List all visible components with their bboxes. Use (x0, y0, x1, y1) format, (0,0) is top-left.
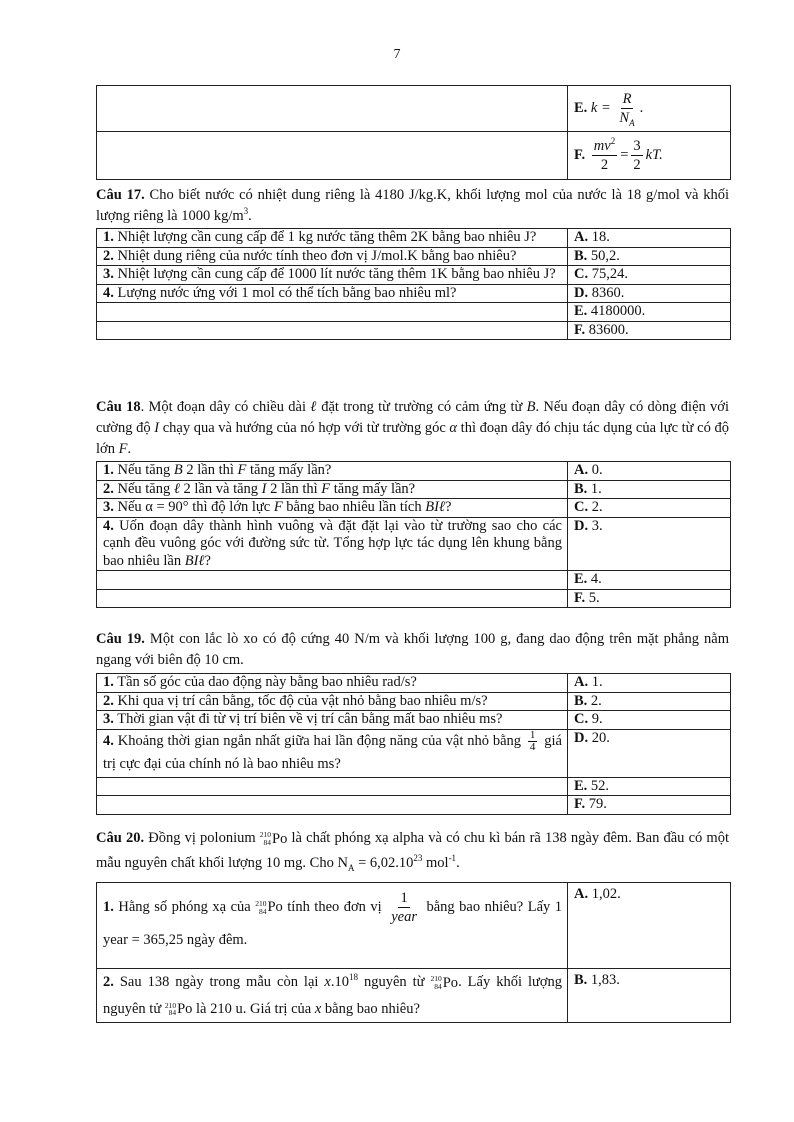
question-19-stem: Câu 19. Một con lắc lò xo có độ cứng 40 N/m và khối lượng 100 g, đang dao động trên mặt phẳng nằm ngang với biên độ 10 cm. (96, 631, 729, 668)
table-row: 1. Hằng số phóng xạ của 210 84 Po tính theo đơn vị $\frac{1}{\text{year}}$ bằng bao nhiêu? Lấy 1 year = 365,25 ngày đêm. A. 1,02. (97, 883, 731, 969)
table-row: F. 5. (97, 589, 731, 608)
page-number: 7 (393, 47, 401, 62)
table-cell-empty (97, 132, 568, 180)
table-cell-empty (97, 86, 568, 132)
table-row: 4. Uốn đoạn dây thành hình vuông và đặt đặt lại vào từ trường sao cho các cạnh đều vuông góc với đường sức từ. Tổng hợp lực tác dụng lên khung bằng bao nhiêu lần BIℓ? D. 3. (97, 517, 731, 571)
question-20-table (96, 882, 729, 1023)
table-row: 4. Khoảng thời gian ngắn nhất giữa hai lần động năng của vật nhỏ bằng $\frac{1}{4}$ giá trị cực đại của chính nó là bao nhiêu ms? D. 20. (97, 729, 731, 777)
table-row: E. 4180000. (97, 303, 731, 322)
table-row: 4. Lượng nước ứng với 1 mol có thể tích bằng bao nhiêu ml? D. 8360. (97, 284, 731, 303)
question-17-stem: Câu 17. Cho biết nước có nhiệt dung riêng là 4180 J/kg.K, khối lượng mol của nước là 18 g/mol và khối lượng riêng là 1000 $kg/m^3$. (96, 187, 729, 224)
table-row: F. 83600. (97, 321, 731, 340)
table-row: 2. Khi qua vị trí cân bằng, tốc độ của vật nhỏ bằng bao nhiêu m/s? B. 2. (97, 692, 731, 711)
table-row: E. 52. (97, 777, 731, 796)
table-row: 1. Nhiệt lượng cần cung cấp để 1 kg nước tăng thêm 2K bằng bao nhiêu J? A. 18. (97, 229, 731, 248)
table-row: 2. Nếu tăng ℓ 2 lần và tăng I 2 lần thì F tăng mấy lần? B. 1. (97, 480, 731, 499)
question-18-stem: Câu 18. Một đoạn dây có chiều dài ℓ đặt trong từ trường có cảm ứng từ B. Nếu đoạn dây có dòng điện với cường độ I chạy qua và hướng của nó hợp với từ trường góc α thì đoạn dây đó chịu tác dụng của lực từ có độ lớn F. (96, 399, 729, 457)
table-row: 3. Thời gian vật đi từ vị trí biên về vị trí cân bằng mất bao nhiêu ms? C. 9. (97, 711, 731, 730)
table-row: F. 79. (97, 796, 731, 815)
question-18-table (96, 461, 729, 608)
table-row: 1. Tần số góc của dao động này bằng bao nhiêu rad/s? A. 1. (97, 674, 731, 693)
question-17-table (96, 228, 729, 340)
top-answer-table (96, 85, 729, 180)
table-row: 2. Nhiệt dung riêng của nước tính theo đơn vị J/mol.K bằng bao nhiêu? B. 50,2. (97, 247, 731, 266)
table-row: 3. Nhiệt lượng cần cung cấp để 1000 lít nước tăng thêm 1K bằng bao nhiêu J? C. 75,24. (97, 266, 731, 285)
table-row: 2. Sau 138 ngày trong mẫu còn lại $x.10^{18}$ nguyên từ 210 84 Po . Lấy khối lượng nguyên tử 210 84 Po là 210 u. Giá trị của x bằng bao nhiêu? B. 1,83. (97, 969, 731, 1023)
answer-e: E. k = $\frac{R}{N_A}$ . (568, 86, 731, 132)
table-row: 1. Nếu tăng B 2 lần thì F tăng mấy lần? A. 0. (97, 462, 731, 481)
answer-f: F. $\frac{mv^2}{2}$ = $\frac{3}{2}$ kT. (568, 132, 731, 180)
question-19-table (96, 673, 729, 815)
polonium-nuclide: 210 84 Po (259, 830, 288, 847)
table-row: E. 4. (97, 571, 731, 590)
table-row: 3. Nếu α = 90° thì độ lớn lực F bằng bao nhiêu lần tích BIℓ? C. 2. (97, 499, 731, 518)
question-20-stem: Câu 20. Đồng vị polonium 210 84 Po là chất phóng xạ alpha và có chu kì bán rã 138 ngày đêm. Ban đầu có một mẫu nguyên chất khối lượng 10 mg. Cho $N_A = 6,02.10^{23}$ mol$^{-1}$. (96, 826, 729, 875)
